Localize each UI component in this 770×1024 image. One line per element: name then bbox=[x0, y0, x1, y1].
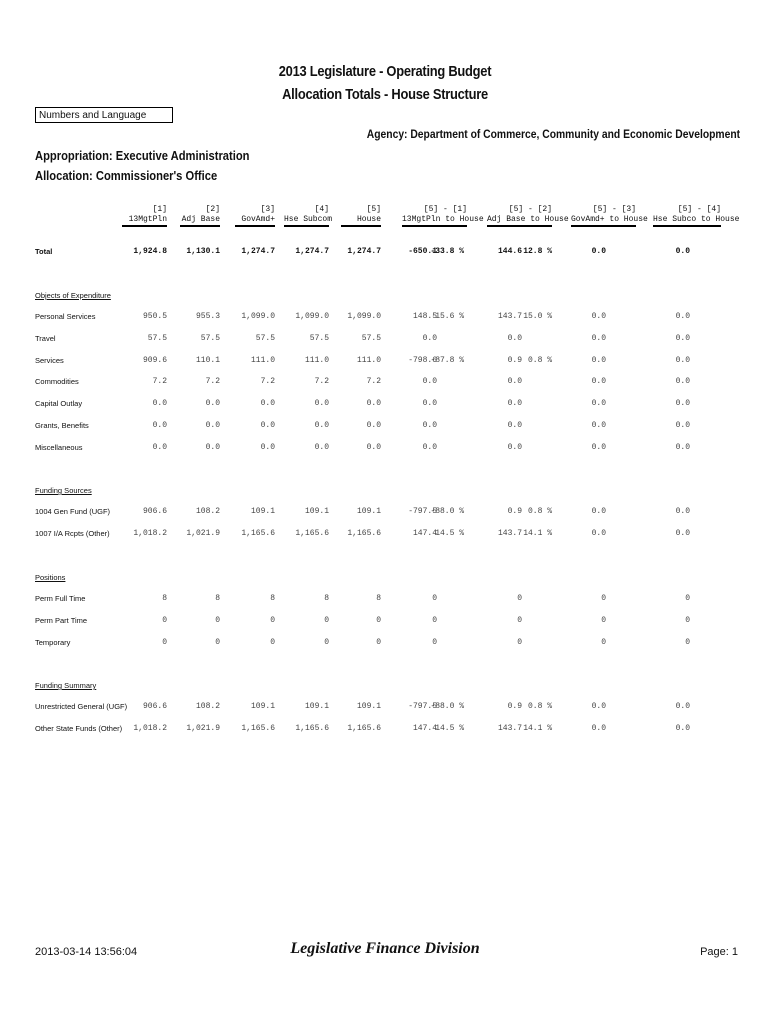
agency-heading: Agency: Department of Commerce, Community and Economic Development bbox=[366, 127, 740, 141]
table-cell: 1,165.6 bbox=[295, 724, 329, 733]
division-signature: Legislative Finance Division bbox=[290, 940, 480, 957]
table-cell: 0 bbox=[517, 594, 522, 603]
table-cell: 1,099.0 bbox=[295, 312, 329, 321]
table-cell: 143.7 bbox=[497, 724, 522, 733]
table-cell: 0.8 % bbox=[527, 507, 552, 516]
appropriation-heading: Appropriation: Executive Administration bbox=[35, 148, 250, 163]
table-cell: -797.5 bbox=[408, 507, 437, 516]
table-cell: 0 bbox=[601, 638, 606, 647]
table-cell: 8 bbox=[270, 594, 275, 603]
table-cell: 0.0 bbox=[675, 312, 690, 321]
table-cell: -87.8 % bbox=[430, 356, 464, 365]
table-cell: 0.0 bbox=[152, 443, 167, 452]
table-cell: 0.0 bbox=[366, 421, 381, 430]
column-header-label: House bbox=[341, 215, 381, 227]
table-cell: 0.0 bbox=[152, 421, 167, 430]
table-cell: 147.4 bbox=[412, 724, 437, 733]
table-cell: 0.0 bbox=[422, 443, 437, 452]
section-heading: Objects of Expenditure bbox=[35, 291, 111, 300]
table-cell: 0.0 bbox=[591, 312, 606, 321]
table-cell: 0.0 bbox=[366, 443, 381, 452]
section-heading: Funding Sources bbox=[35, 486, 92, 495]
table-cell: 57.5 bbox=[361, 334, 381, 343]
table-cell: 0.0 bbox=[591, 399, 606, 408]
table-cell: 14.1 % bbox=[523, 529, 552, 538]
table-cell: 109.1 bbox=[356, 507, 381, 516]
table-cell: 110.1 bbox=[195, 356, 220, 365]
table-cell: 0.0 bbox=[591, 334, 606, 343]
table-cell: 12.8 % bbox=[523, 247, 552, 256]
table-cell: 909.6 bbox=[142, 356, 167, 365]
table-cell: 1,165.6 bbox=[241, 529, 275, 538]
table-cell: 0.0 bbox=[507, 334, 522, 343]
table-cell: 0 bbox=[162, 616, 167, 625]
table-cell: 0.0 bbox=[675, 377, 690, 386]
table-cell: 0.0 bbox=[422, 421, 437, 430]
table-cell: 906.6 bbox=[142, 702, 167, 711]
column-header-number: [5] bbox=[366, 205, 381, 214]
table-cell: 0.0 bbox=[591, 247, 606, 256]
section-heading: Funding Summary bbox=[35, 681, 97, 690]
table-cell: 955.3 bbox=[195, 312, 220, 321]
row-label: Capital Outlay bbox=[35, 399, 83, 408]
column-header-number: [1] bbox=[152, 205, 167, 214]
column-header-label: Adj Base to House bbox=[487, 215, 552, 227]
table-cell: 111.0 bbox=[356, 356, 381, 365]
table-cell: 0.0 bbox=[675, 529, 690, 538]
row-label: Personal Services bbox=[35, 312, 96, 321]
table-cell: -88.0 % bbox=[430, 702, 464, 711]
row-label: Miscellaneous bbox=[35, 443, 83, 452]
table-cell: -650.1 bbox=[408, 247, 437, 256]
table-cell: 144.6 bbox=[497, 247, 522, 256]
table-cell: 7.2 bbox=[205, 377, 220, 386]
column-header-number: [2] bbox=[205, 205, 220, 214]
table-cell: 111.0 bbox=[304, 356, 329, 365]
column-header bbox=[284, 205, 333, 227]
table-cell: 0.0 bbox=[675, 507, 690, 516]
table-cell: 0.0 bbox=[591, 507, 606, 516]
column-header bbox=[235, 205, 275, 227]
table-cell: 1,021.9 bbox=[186, 724, 220, 733]
table-cell: 906.6 bbox=[142, 507, 167, 516]
column-header-label: Adj Base bbox=[180, 215, 220, 227]
print-timestamp: 2013-03-14 13:56:04 bbox=[35, 946, 138, 958]
table-cell: 0.0 bbox=[260, 399, 275, 408]
column-header bbox=[122, 205, 167, 227]
row-label: Perm Part Time bbox=[35, 616, 88, 625]
table-cell: 0.9 bbox=[507, 507, 522, 516]
column-header bbox=[487, 205, 569, 227]
table-cell: 0.0 bbox=[422, 377, 437, 386]
table-cell: 0 bbox=[270, 638, 275, 647]
column-header-label: Hse Subco to House bbox=[653, 215, 721, 227]
table-cell: 0 bbox=[215, 638, 220, 647]
table-cell: 7.2 bbox=[152, 377, 167, 386]
row-label: Temporary bbox=[35, 638, 71, 647]
row-label: 1007 I/A Rcpts (Other) bbox=[35, 529, 110, 538]
allocation-heading: Allocation: Commissioner's Office bbox=[35, 168, 218, 183]
table-cell: 109.1 bbox=[250, 507, 275, 516]
table-cell: 0.8 % bbox=[527, 702, 552, 711]
table-cell: 0.0 bbox=[422, 399, 437, 408]
table-cell: 0.0 bbox=[507, 421, 522, 430]
table-cell: 0.0 bbox=[507, 377, 522, 386]
table-cell: 0 bbox=[215, 616, 220, 625]
column-header-number: [5] - [3] bbox=[592, 205, 636, 214]
column-header bbox=[341, 205, 381, 227]
column-header-number: [4] bbox=[314, 205, 329, 214]
row-label: Unrestricted General (UGF) bbox=[35, 702, 128, 711]
table-cell: 0.0 bbox=[314, 399, 329, 408]
row-label: Grants, Benefits bbox=[35, 421, 89, 430]
table-cell: 1,099.0 bbox=[241, 312, 275, 321]
table-cell: 0.0 bbox=[591, 724, 606, 733]
table-cell: 1,018.2 bbox=[133, 724, 167, 733]
table-cell: -33.8 % bbox=[430, 247, 464, 256]
table-cell: 14.5 % bbox=[435, 529, 464, 538]
table-cell: 0 bbox=[376, 638, 381, 647]
table-cell: 1,274.7 bbox=[295, 247, 329, 256]
table-cell: 15.6 % bbox=[435, 312, 464, 321]
table-cell: 0 bbox=[685, 594, 690, 603]
column-header-number: [5] - [4] bbox=[677, 205, 721, 214]
table-cell: 1,099.0 bbox=[347, 312, 381, 321]
table-cell: -797.5 bbox=[408, 702, 437, 711]
table-cell: 111.0 bbox=[250, 356, 275, 365]
table-cell: 15.0 % bbox=[523, 312, 552, 321]
table-cell: 0.0 bbox=[675, 724, 690, 733]
table-cell: 0 bbox=[432, 638, 437, 647]
table-cell: 0.0 bbox=[591, 356, 606, 365]
table-cell: 0 bbox=[517, 616, 522, 625]
table-cell: 0 bbox=[601, 594, 606, 603]
table-cell: 0.0 bbox=[591, 377, 606, 386]
table-cell: 1,165.6 bbox=[347, 724, 381, 733]
table-cell: 57.5 bbox=[200, 334, 220, 343]
table-cell: 0 bbox=[432, 594, 437, 603]
table-cell: 109.1 bbox=[250, 702, 275, 711]
table-cell: 950.5 bbox=[142, 312, 167, 321]
row-label: Travel bbox=[35, 334, 56, 343]
table-cell: 57.5 bbox=[255, 334, 275, 343]
table-cell: 0.0 bbox=[675, 247, 690, 256]
table-cell: 0.0 bbox=[260, 443, 275, 452]
column-header-label: Hse Subcom bbox=[284, 215, 329, 227]
table-cell: 0.0 bbox=[205, 399, 220, 408]
report-title-line1: 2013 Legislature - Operating Budget bbox=[278, 63, 492, 80]
table-cell: 0.0 bbox=[260, 421, 275, 430]
table-cell: 0.0 bbox=[314, 443, 329, 452]
table-cell: 0 bbox=[685, 638, 690, 647]
table-cell: 0 bbox=[270, 616, 275, 625]
table-cell: 1,130.1 bbox=[186, 247, 220, 256]
column-header-label: GovAmd+ to House bbox=[571, 215, 636, 227]
table-cell: 0.9 bbox=[507, 356, 522, 365]
table-cell: 109.1 bbox=[304, 507, 329, 516]
column-header bbox=[180, 205, 220, 227]
table-cell: 1,274.7 bbox=[347, 247, 381, 256]
row-label: Commodities bbox=[35, 377, 79, 386]
table-cell: 0.0 bbox=[152, 399, 167, 408]
column-header bbox=[653, 205, 740, 227]
table-cell: 0 bbox=[685, 616, 690, 625]
table-cell: 0.0 bbox=[591, 529, 606, 538]
numbers-and-language-box: Numbers and Language bbox=[35, 107, 173, 123]
table-cell: 7.2 bbox=[314, 377, 329, 386]
table-cell: -88.0 % bbox=[430, 507, 464, 516]
table-cell: 0.0 bbox=[507, 399, 522, 408]
table-cell: 0.0 bbox=[675, 702, 690, 711]
table-cell: 0.0 bbox=[314, 421, 329, 430]
table-cell: 0.0 bbox=[591, 443, 606, 452]
table-cell: 57.5 bbox=[309, 334, 329, 343]
total-label: Total bbox=[35, 247, 53, 256]
row-label: Perm Full Time bbox=[35, 594, 86, 603]
table-cell: 0.0 bbox=[205, 443, 220, 452]
table-cell: 1,165.6 bbox=[347, 529, 381, 538]
table-cell: 0 bbox=[517, 638, 522, 647]
table-cell: 1,274.7 bbox=[241, 247, 275, 256]
table-cell: 0.0 bbox=[675, 356, 690, 365]
table-cell: 8 bbox=[215, 594, 220, 603]
table-cell: 1,165.6 bbox=[241, 724, 275, 733]
column-header bbox=[402, 205, 484, 227]
column-header-number: [3] bbox=[260, 205, 275, 214]
table-cell: 14.5 % bbox=[435, 724, 464, 733]
table-cell: 108.2 bbox=[195, 702, 220, 711]
page-number: Page: 1 bbox=[700, 946, 738, 958]
table-cell: 8 bbox=[324, 594, 329, 603]
table-cell: 0 bbox=[376, 616, 381, 625]
table-cell: 1,165.6 bbox=[295, 529, 329, 538]
row-label: Services bbox=[35, 356, 64, 365]
table-cell: 7.2 bbox=[260, 377, 275, 386]
table-cell: 0.0 bbox=[205, 421, 220, 430]
table-cell: 57.5 bbox=[147, 334, 167, 343]
table-cell: 148.5 bbox=[412, 312, 437, 321]
column-header bbox=[571, 205, 648, 227]
table-cell: 8 bbox=[376, 594, 381, 603]
table-cell: 0 bbox=[432, 616, 437, 625]
table-cell: 0.9 bbox=[507, 702, 522, 711]
table-cell: 8 bbox=[162, 594, 167, 603]
table-cell: 0.0 bbox=[591, 702, 606, 711]
table-cell: 0.0 bbox=[675, 443, 690, 452]
table-cell: 0 bbox=[162, 638, 167, 647]
table-cell: 0 bbox=[324, 616, 329, 625]
table-cell: 0.8 % bbox=[527, 356, 552, 365]
table-cell: 143.7 bbox=[497, 529, 522, 538]
section-heading: Positions bbox=[35, 573, 66, 582]
table-cell: 109.1 bbox=[356, 702, 381, 711]
column-header-label: GovAmd+ bbox=[235, 215, 275, 227]
table-cell: 147.4 bbox=[412, 529, 437, 538]
table-cell: 1,924.8 bbox=[133, 247, 167, 256]
table-cell: 1,021.9 bbox=[186, 529, 220, 538]
table-cell: 0.0 bbox=[675, 334, 690, 343]
column-header-label: 13MgtPln bbox=[122, 215, 167, 227]
table-cell: 0 bbox=[324, 638, 329, 647]
table-cell: 0.0 bbox=[422, 334, 437, 343]
column-header-number: [5] - [2] bbox=[508, 205, 552, 214]
table-cell: 0.0 bbox=[366, 399, 381, 408]
table-cell: 7.2 bbox=[366, 377, 381, 386]
table-cell: 0 bbox=[601, 616, 606, 625]
table-cell: 1,018.2 bbox=[133, 529, 167, 538]
table-cell: 143.7 bbox=[497, 312, 522, 321]
table-cell: 108.2 bbox=[195, 507, 220, 516]
row-label: 1004 Gen Fund (UGF) bbox=[35, 507, 111, 516]
table-cell: 0.0 bbox=[507, 443, 522, 452]
column-header-number: [5] - [1] bbox=[423, 205, 467, 214]
report-title-line2: Allocation Totals - House Structure bbox=[282, 86, 488, 103]
table-cell: 109.1 bbox=[304, 702, 329, 711]
table-cell: 0.0 bbox=[675, 399, 690, 408]
row-label: Other State Funds (Other) bbox=[35, 724, 123, 733]
table-cell: 14.1 % bbox=[523, 724, 552, 733]
table-cell: 0.0 bbox=[591, 421, 606, 430]
table-cell: -798.6 bbox=[408, 356, 437, 365]
column-header-label: 13MgtPln to House bbox=[402, 215, 467, 227]
table-cell: 0.0 bbox=[675, 421, 690, 430]
